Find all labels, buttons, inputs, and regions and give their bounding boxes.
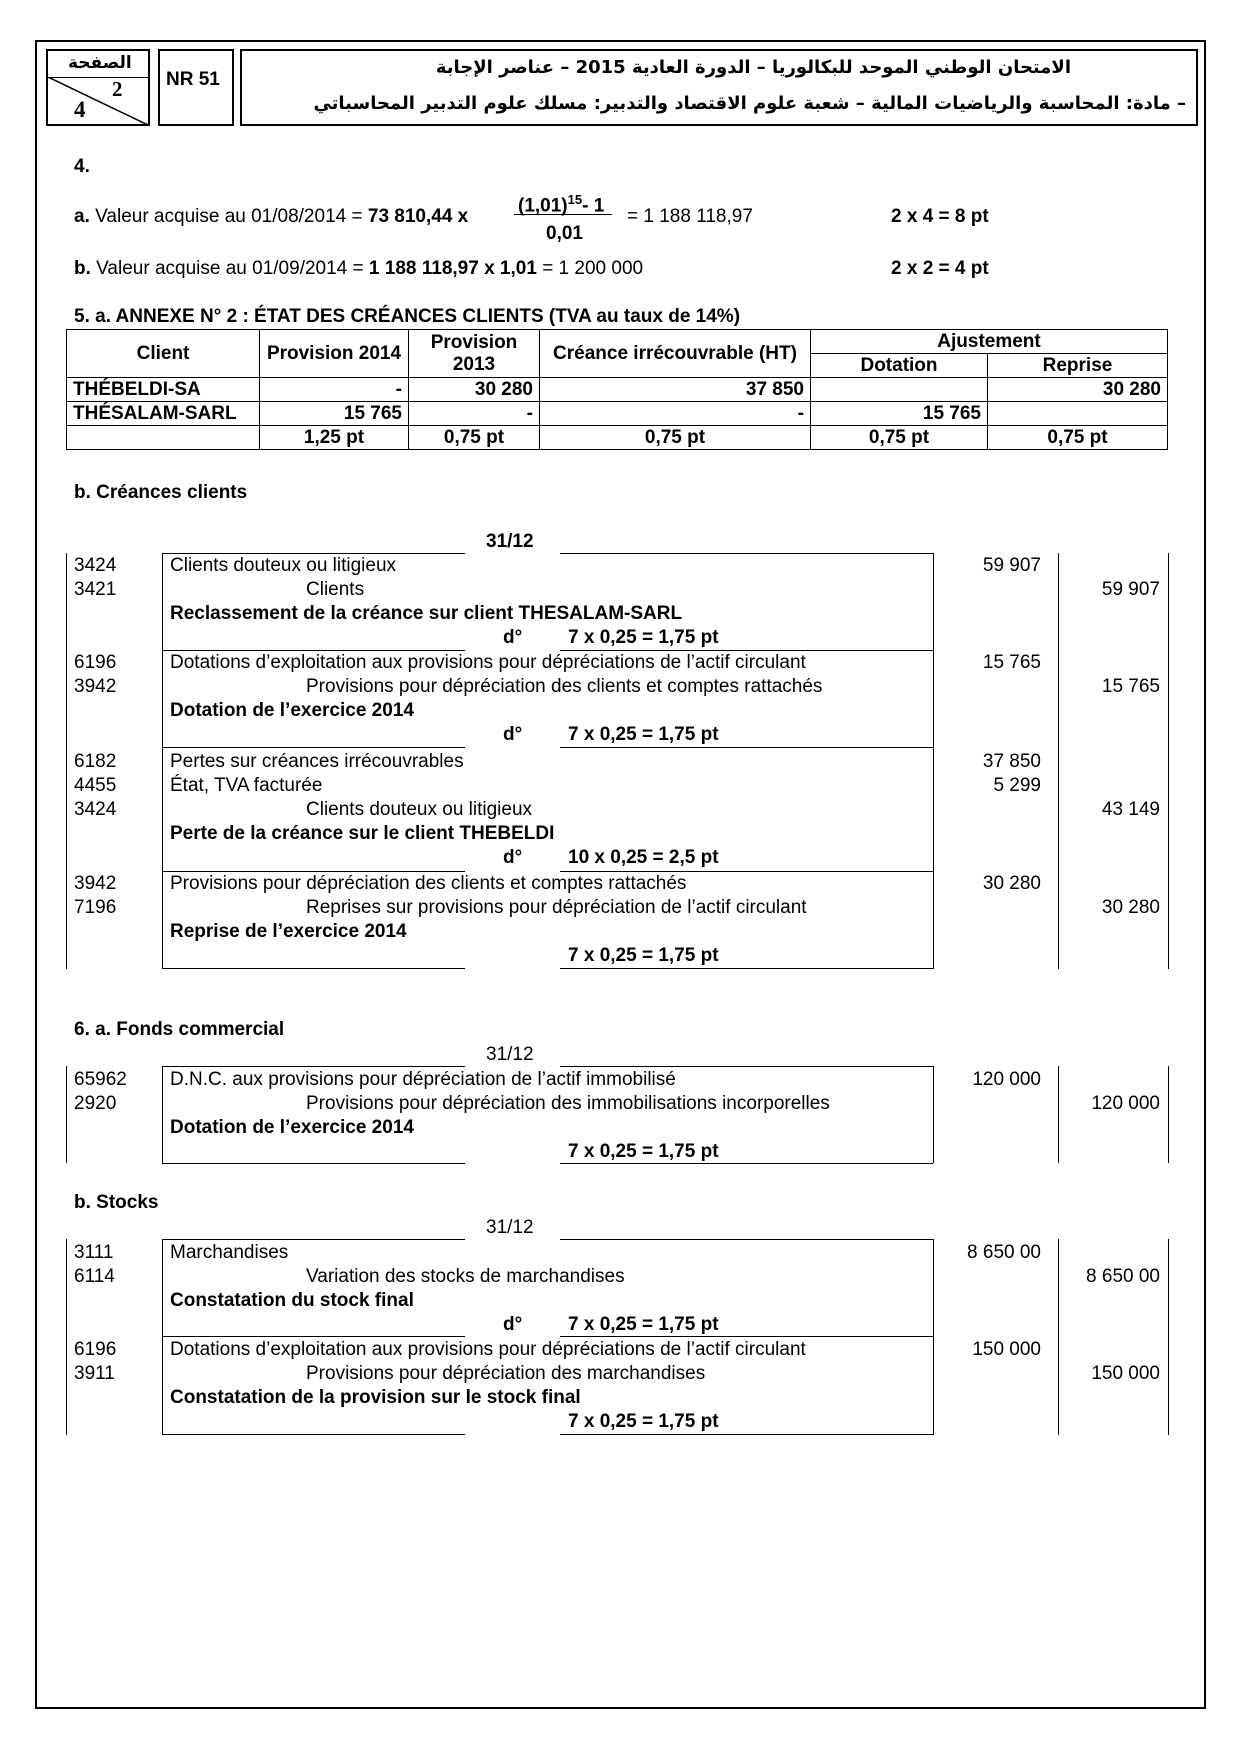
account-number: 2920	[74, 1093, 117, 1114]
credit-amount: 15 765	[1101, 676, 1160, 697]
th-client: Client	[67, 330, 260, 378]
account-number: 7196	[74, 897, 117, 918]
th-dotation: Dotation	[811, 354, 988, 378]
fraction-bar	[514, 214, 612, 215]
account-label: Provisions pour dépréciation des clients et comptes rattachés	[170, 873, 687, 894]
journal-date: 31/12	[486, 1044, 534, 1065]
page-current: 2	[112, 77, 123, 101]
account-label: Provisions pour dépréciation des marchandises	[306, 1363, 706, 1384]
credit-amount: 30 280	[1101, 897, 1160, 918]
account-label: Reprises sur provisions pour dépréciation de l’actif circulant	[306, 897, 807, 918]
account-label: Clients douteux ou litigieux	[306, 799, 533, 820]
cell-prov2013: 30 280	[409, 378, 540, 402]
page-label: الصفحة	[68, 53, 132, 73]
title-line-1: الامتحان الوطني الموحد للبكالوريا – الدورة العادية 2015 – عناصر الإجابة	[435, 57, 1071, 78]
annexe-table	[66, 329, 1168, 450]
entry-description: Perte de la créance sur le client THEBELDI	[170, 823, 555, 844]
cell-client: THÉBELDI-SA	[67, 378, 260, 402]
account-number: 3421	[74, 579, 117, 600]
account-number: 4455	[74, 775, 117, 796]
q4b-label: b.	[74, 258, 91, 279]
q6b-title: b. Stocks	[74, 1192, 159, 1213]
account-number: 6182	[74, 751, 117, 772]
account-number: 3111	[74, 1242, 114, 1263]
th-reprise: Reprise	[988, 354, 1168, 378]
account-label: Variation des stocks de marchandises	[306, 1266, 625, 1287]
cell-dotation: 15 765	[811, 402, 988, 426]
entry-description: Reprise de l’exercice 2014	[170, 921, 407, 942]
account-label: Dotations d’exploitation aux provisions pour dépréciations de l’actif circulant	[170, 1339, 806, 1360]
entry-description: Reclassement de la créance sur client THESALAM-SARL	[170, 603, 683, 624]
q4a-amount: 73 810,44 x	[367, 206, 469, 227]
account-label: Provisions pour dépréciation des immobilisations incorporelles	[306, 1093, 830, 1114]
title-box	[240, 49, 1198, 126]
debit-amount: 150 000	[972, 1339, 1041, 1360]
account-label: Clients douteux ou litigieux	[170, 555, 397, 576]
credit-amount: 43 149	[1101, 799, 1160, 820]
q4b-line	[74, 257, 643, 280]
cell-points: 0,75 pt	[988, 426, 1168, 450]
debit-amount: 8 650 00	[967, 1242, 1041, 1263]
q4-number: 4.	[74, 156, 90, 177]
journal-date: 31/12	[486, 531, 534, 552]
cell-dotation	[811, 378, 988, 402]
table-row	[67, 402, 1168, 426]
cell-reprise: 30 280	[988, 378, 1168, 402]
q4a-result: = 1 188 118,97	[627, 206, 753, 227]
account-label: Clients	[306, 579, 365, 600]
points-row	[67, 426, 1168, 450]
ditto-mark: d°	[503, 847, 523, 868]
q4b-points: 2 x 2 = 4 pt	[891, 258, 989, 279]
entry-points: 10 x 0,25 = 2,5 pt	[568, 847, 719, 868]
page-total: 4	[74, 97, 86, 122]
q4a-text: Valeur acquise au 01/08/2014 =	[95, 206, 363, 227]
cell-creance: -	[540, 402, 811, 426]
table-row	[67, 378, 1168, 402]
cell-reprise	[988, 402, 1168, 426]
diagonal-line	[48, 77, 148, 125]
q4a-denominator: 0,01	[546, 223, 583, 244]
th-prov2014: Provision 2014	[260, 330, 409, 378]
account-number: 3942	[74, 873, 117, 894]
entry-description: Constatation de la provision sur le stock final	[170, 1387, 581, 1408]
debit-amount: 120 000	[972, 1069, 1041, 1090]
ditto-mark: d°	[503, 724, 523, 745]
debit-amount: 5 299	[993, 775, 1041, 796]
entry-description: Constatation du stock final	[170, 1290, 414, 1311]
account-number: 6114	[74, 1266, 115, 1287]
th-creance: Créance irrécouvrable (HT)	[540, 330, 811, 378]
th-ajustement: Ajustement	[811, 330, 1168, 354]
credit-amount: 150 000	[1091, 1363, 1160, 1384]
account-number: 3942	[74, 676, 117, 697]
cell-prov2014: 15 765	[260, 402, 409, 426]
q6-title: 6. a. Fonds commercial	[74, 1019, 285, 1040]
entry-points: 7 x 0,25 = 1,75 pt	[568, 1314, 719, 1335]
cell-points: 0,75 pt	[811, 426, 988, 450]
account-number: 6196	[74, 652, 117, 673]
account-label: Marchandises	[170, 1242, 289, 1263]
q4a-num-tail: - 1	[582, 195, 605, 217]
ditto-mark: d°	[503, 627, 523, 648]
exam-code: NR 51	[166, 69, 220, 90]
entry-description: Dotation de l’exercice 2014	[170, 700, 414, 721]
entry-description: Dotation de l’exercice 2014	[170, 1117, 414, 1138]
debit-amount: 59 907	[982, 555, 1041, 576]
q4a-points: 2 x 4 = 8 pt	[891, 206, 989, 227]
account-number: 3424	[74, 799, 117, 820]
account-label: Pertes sur créances irrécouvrables	[170, 751, 464, 772]
account-number: 6196	[74, 1339, 117, 1360]
journal-date: 31/12	[486, 1217, 534, 1238]
q5-title: 5. a. ANNEXE N° 2 : ÉTAT DES CRÉANCES CLIENTS (TVA au taux de 14%)	[74, 306, 741, 327]
q4a-exponent: 15	[567, 192, 583, 207]
entry-points: 7 x 0,25 = 1,75 pt	[568, 627, 719, 648]
entry-points: 7 x 0,25 = 1,75 pt	[568, 1141, 719, 1162]
debit-amount: 37 850	[982, 751, 1041, 772]
entry-points: 7 x 0,25 = 1,75 pt	[568, 724, 719, 745]
cell-client: THÉSALAM-SARL	[67, 402, 260, 426]
account-label: D.N.C. aux provisions pour dépréciation de l’actif immobilisé	[170, 1069, 676, 1090]
entry-points: 7 x 0,25 = 1,75 pt	[568, 1411, 719, 1432]
account-label: Dotations d’exploitation aux provisions pour dépréciations de l’actif circulant	[170, 652, 806, 673]
exam-code-box	[158, 49, 234, 126]
q4b-formula: 1 188 118,97 x 1,01	[368, 258, 537, 279]
ditto-mark: d°	[503, 1314, 523, 1335]
account-number: 65962	[74, 1069, 127, 1090]
cell-prov2013: -	[409, 402, 540, 426]
credit-amount: 8 650 00	[1086, 1266, 1160, 1287]
cell-empty	[67, 426, 260, 450]
credit-amount: 59 907	[1101, 579, 1160, 600]
cell-points: 1,25 pt	[260, 426, 409, 450]
credit-amount: 120 000	[1091, 1093, 1160, 1114]
cell-prov2014: -	[260, 378, 409, 402]
title-line-2: – مادة: المحاسبة والرياضيات المالية – شعبة علوم الاقتصاد والتدبير: مسلك علوم التدبير المحاسباتي	[313, 93, 1186, 114]
th-prov2013: Provision 2013	[409, 330, 540, 378]
account-number: 3911	[74, 1363, 115, 1384]
cell-points: 0,75 pt	[409, 426, 540, 450]
q5b-title: b. Créances clients	[74, 482, 248, 503]
entry-points: 7 x 0,25 = 1,75 pt	[568, 945, 719, 966]
q4b-text: Valeur acquise au 01/09/2014 =	[96, 258, 364, 279]
account-number: 3424	[74, 555, 117, 576]
q4a-line	[74, 205, 468, 228]
cell-creance: 37 850	[540, 378, 811, 402]
account-label: État, TVA facturée	[170, 775, 323, 796]
account-label: Provisions pour dépréciation des clients et comptes rattachés	[306, 676, 823, 697]
debit-amount: 15 765	[982, 652, 1041, 673]
q4a-base: (1,01)	[518, 195, 568, 217]
q4a-label: a.	[74, 206, 90, 227]
page-number-box	[46, 49, 150, 126]
q4a-numerator	[518, 188, 604, 217]
cell-points: 0,75 pt	[540, 426, 811, 450]
q4b-result: = 1 200 000	[542, 258, 644, 279]
debit-amount: 30 280	[982, 873, 1041, 894]
